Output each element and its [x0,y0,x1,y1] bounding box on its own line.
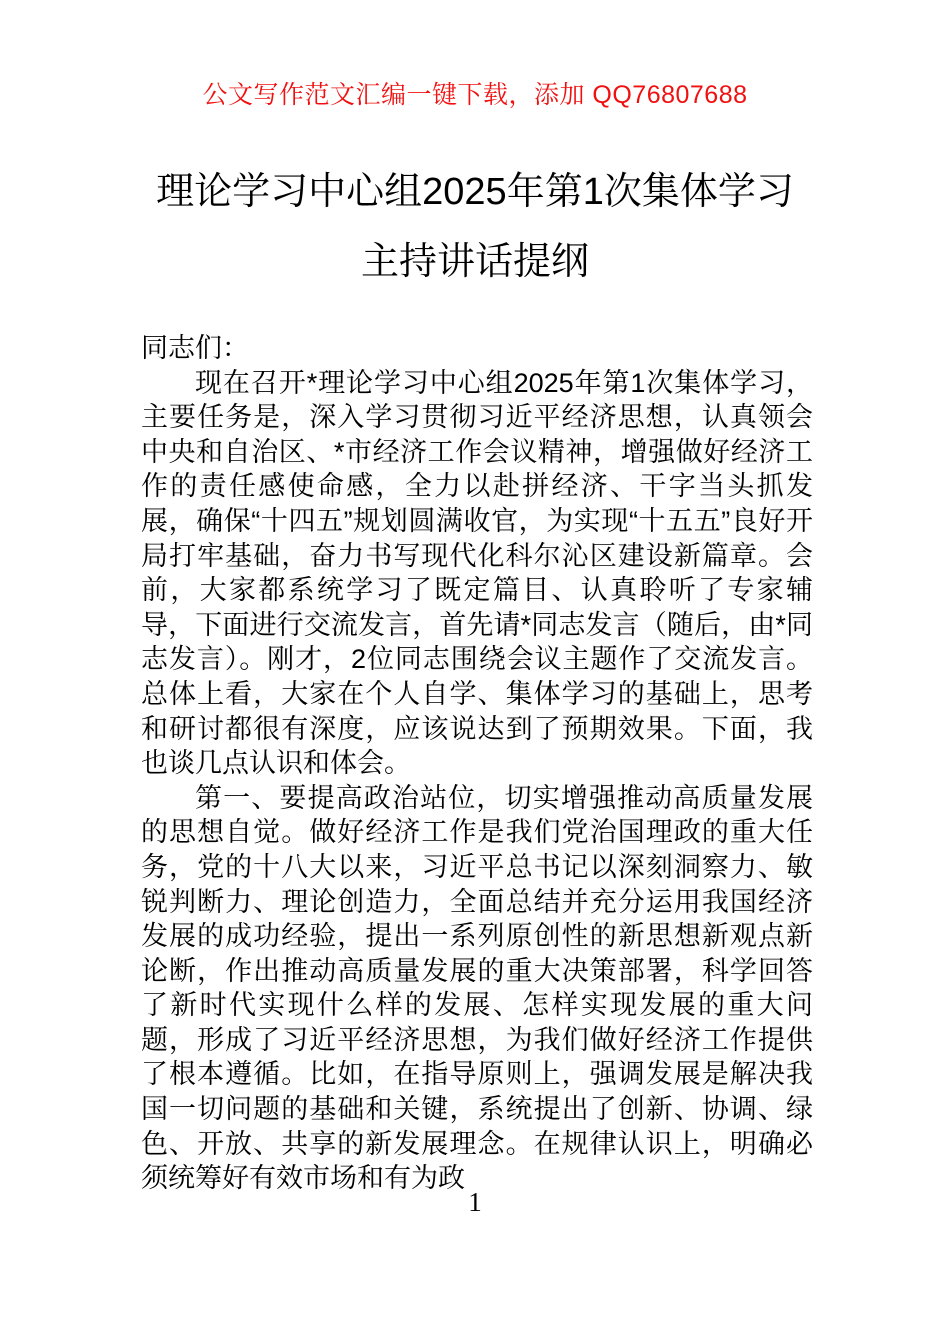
paragraph: 第一、要提高政治站位，切实增强推动高质量发展的思想自觉。做好经济工作是我们党治国理政的重大任务，党的十八大以来，习近平总书记以深刻洞察力、敏锐判断力、理论创造力，全面总结并充分运用我国经济发展的成功经验，提出一系列原创性的新思想新观点新论断，作出推动高质量发展的重大决策部署，科学回答了新时代实现什么样的发展、怎样实现发展的重大问题，形成了习近平经济思想，为我们做好经济工作提供了根本遵循。比如，在指导原则上，强调发展是解决我国一切问题的基础和关键，系统提出了创新、协调、绿色、开放、共享的新发展理念。在规律认识上，明确必须统筹好有效市场和有为政 [141,782,813,1194]
promo-banner: 公文写作范文汇编一键下载，添加 QQ76807688 [202,81,748,109]
document-body [141,331,813,1196]
document-title: 理论学习中心组2025年第1次集体学习主持讲话提纲 [156,171,794,283]
page-number: 1 [468,1187,482,1217]
paragraph: 现在召开*理论学习中心组2025年第1次集体学习，主要任务是，深入学习贯彻习近平经济思想，认真领会中央和自治区、*市经济工作会议精神，增强做好经济工作的责任感使命感，全力以赴拼经济、干字当头抓发展，确保“十四五”规划圆满收官，为实现“十五五”良好开局打牢基础，奋力书写现代化科尔沁区建设新篇章。会前，大家都系统学习了既定篇目、认真聆听了专家辅导，下面进行交流发言，首先请*同志发言（随后，由*同志发言）。刚才，2位同志围绕会议主题作了交流发言。总体上看，大家在个人自学、集体学习的基础上，思考和研讨都很有深度，应该说达到了预期效果。下面，我也谈几点认识和体会。 [141,367,813,779]
paragraph: 同志们： [141,333,249,363]
